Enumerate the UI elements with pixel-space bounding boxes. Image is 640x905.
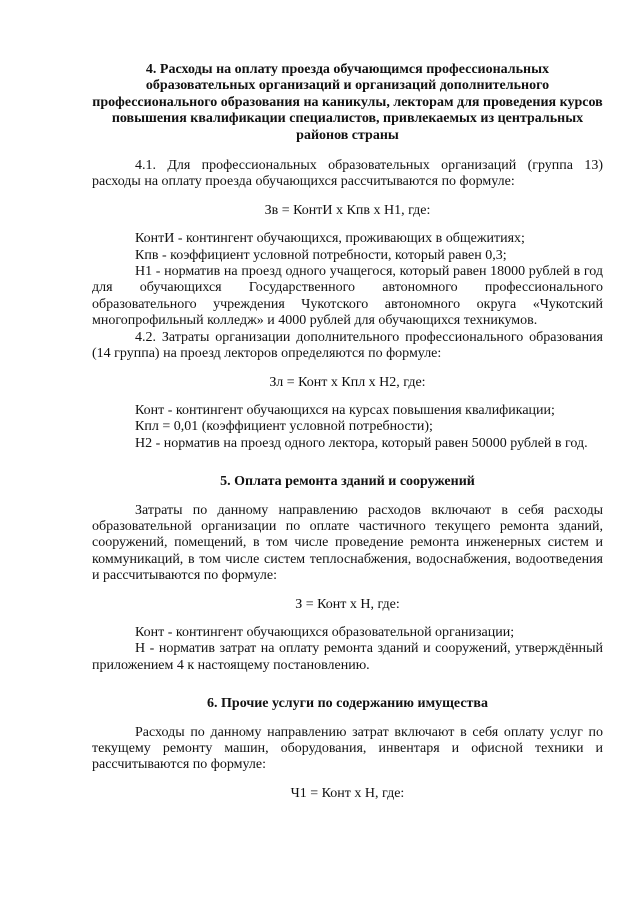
definition-konti: КонтИ - контингент обучающихся, проживающих в общежитиях; [135, 231, 525, 247]
section-4-heading: 4. Расходы на оплату проезда обучающимся профессиональных образовательных организаций и организаций дополнительного профессионального образования на каникулы, лекторам для проведения курсов повышения квалификации специалистов, привлекаемых из центральных районов страны [92, 62, 603, 143]
section-4-paragraph-1: 4.1. Для профессиональных образовательных организаций (группа 13) расходы на оплату проезда обучающихся рассчитываются по формуле: [92, 158, 603, 190]
section-5-heading: 5. Оплата ремонта зданий и сооружений [220, 474, 475, 490]
section-6-heading: 6. Прочие услуги по содержанию имущества [207, 696, 488, 712]
definition-n1: Н1 - норматив на проезд одного учащегося, который равен 18000 рублей в год для обучающихся Государственного автономного профессионального образовательного учреждения Чукотского автономного округа «Чукотский многопрофильный колледж» и 4000 рублей для обучающихся техникумов. [92, 264, 603, 329]
definition-kpv: Кпв - коэффициент условной потребности, который равен 0,3; [135, 247, 507, 263]
section-6-paragraph-1: Расходы по данному направлению затрат включают в себя оплату услуг по текущему ремонту машин, оборудования, инвентаря и офисной техники и рассчитываются по формуле: [92, 724, 603, 773]
definition-kpl: Кпл = 0,01 (коэффициент условной потребности); [135, 419, 433, 435]
formula-z: З = Конт х Н, где: [295, 596, 400, 612]
formula-zl: Зл = Конт х Кпл х Н2, где: [269, 374, 426, 390]
definition-n-5: Н - норматив затрат на оплату ремонта зданий и сооружений, утверждённый приложением 4 к настоящему постановлению. [92, 641, 603, 673]
definition-kont: Конт - контингент обучающихся на курсах повышения квалификации; [135, 402, 555, 418]
formula-zv: Зв = КонтИ х Кпв х Н1, где: [264, 202, 431, 218]
section-5-paragraph-1: Затраты по данному направлению расходов включают в себя расходы образовательной организации по оплате частичного текущего ремонта зданий, сооружений, помещений, в том числе проведение ремонта инженерных систем и коммуникаций, в том числе систем теплоснабжения, водоснабжения, водоотведения и рассчитываются по формуле: [92, 502, 603, 584]
formula-ch1: Ч1 = Конт х Н, где: [290, 785, 405, 801]
definition-kont-5: Конт - контингент обучающихся образовательной организации; [135, 624, 515, 640]
section-4-paragraph-2: 4.2. Затраты организации дополнительного профессионального образования (14 группа) на проезд лекторов определяются по формуле: [92, 329, 603, 362]
definition-n2: Н2 - норматив на проезд одного лектора, который равен 50000 рублей в год. [135, 435, 588, 451]
